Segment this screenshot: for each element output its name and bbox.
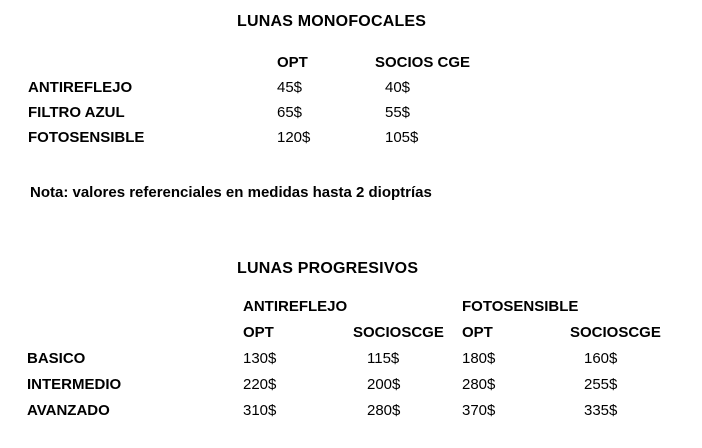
monofocales-row-label: FOTOSENSIBLE	[28, 129, 145, 146]
progresivos-group-antireflejo: ANTIREFLEJO	[243, 297, 348, 315]
monofocales-price-opt: 65$	[277, 104, 303, 121]
progresivos-row-label: BASICO	[27, 349, 86, 367]
progresivos-row-label: AVANZADO	[27, 401, 110, 419]
progresivos-price-ar-opt: 130$	[243, 349, 277, 367]
progresivos-price-fs-opt: 180$	[462, 349, 496, 367]
progresivos-price-ar-socios: 280$	[367, 401, 401, 419]
monofocales-row-label: FILTRO AZUL	[28, 104, 125, 121]
monofocales-price-socios: 55$	[385, 104, 411, 121]
monofocales-table	[28, 50, 525, 150]
progresivos-price-fs-opt: 280$	[462, 375, 496, 393]
progresivos-group-fotosensible: FOTOSENSIBLE	[462, 297, 579, 315]
progresivos-table	[27, 293, 702, 423]
progresivos-price-ar-opt: 310$	[243, 401, 277, 419]
monofocales-price-opt: 45$	[277, 79, 303, 96]
monofocales-col-opt: OPT	[277, 54, 308, 71]
progresivos-col-opt-1: OPT	[243, 323, 274, 341]
progresivos-price-fs-socios: 160$	[584, 349, 618, 367]
progresivos-row-label: INTERMEDIO	[27, 375, 122, 393]
progresivos-col-socios-1: SOCIOSCGE	[353, 323, 444, 341]
progresivos-price-fs-socios: 255$	[584, 375, 618, 393]
progresivos-col-opt-2: OPT	[462, 323, 493, 341]
monofocales-price-socios: 105$	[385, 129, 419, 146]
monofocales-row-label: ANTIREFLEJO	[28, 79, 133, 96]
monofocales-price-socios: 40$	[385, 79, 411, 96]
progresivos-price-ar-socios: 200$	[367, 375, 401, 393]
progresivos-price-fs-opt: 370$	[462, 401, 496, 419]
monofocales-price-opt: 120$	[277, 129, 311, 146]
reference-note: Nota: valores referenciales en medidas hasta 2 dioptrías	[30, 184, 432, 201]
progresivos-price-ar-socios: 115$	[367, 349, 400, 367]
progresivos-price-fs-socios: 335$	[584, 401, 618, 419]
monofocales-col-socios: SOCIOS CGE	[375, 54, 471, 71]
monofocales-title: LUNAS MONOFOCALES	[237, 13, 427, 30]
progresivos-col-socios-2: SOCIOSCGE	[570, 323, 661, 341]
progresivos-title: LUNAS PROGRESIVOS	[237, 260, 419, 277]
progresivos-price-ar-opt: 220$	[243, 375, 277, 393]
